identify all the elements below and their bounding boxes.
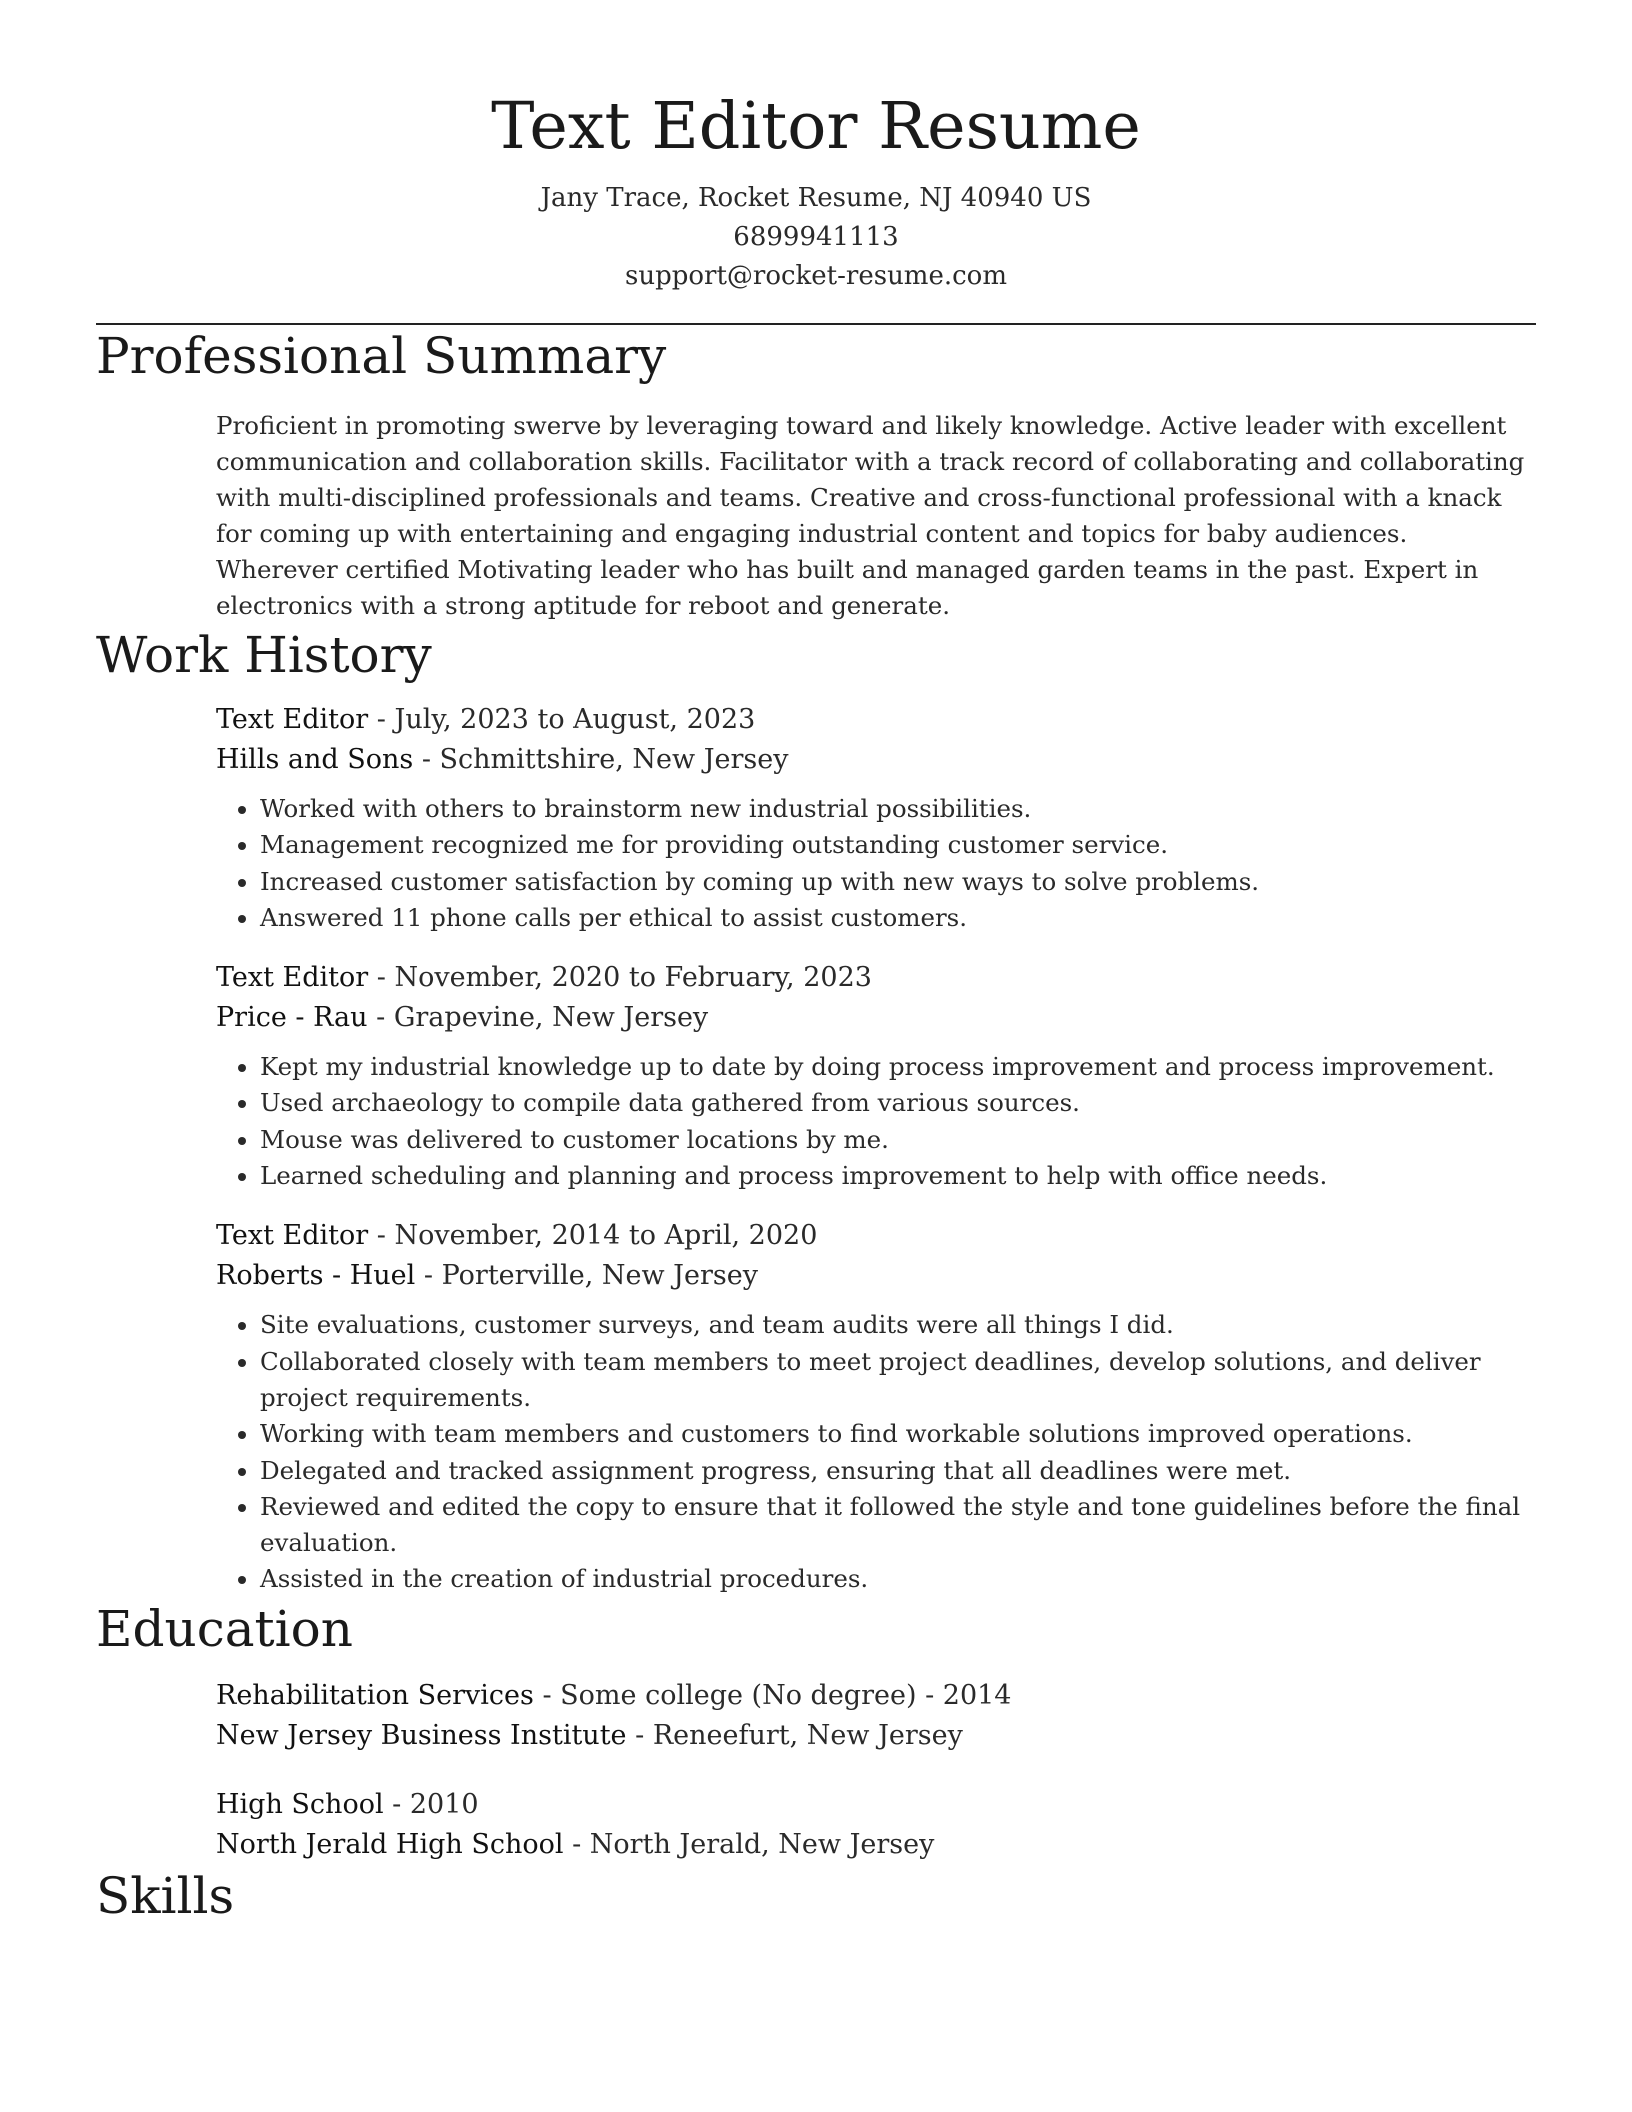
resume-page xyxy=(96,0,1536,1927)
summary-text: Proficient in promoting swerve by leveraging toward and likely knowledge. Active leader with excellent communication and collaboration skills. Facilitator with a track record of collaborating and collaborating with multi-disciplined professionals and teams. Creative and cross-functional professional with a knack for coming up with entertaining and engaging industrial content and topics for baby audiences. Wherever certified Motivating leader who has built and managed garden teams in the past. Expert in electronics with a strong aptitude for reboot and generate. xyxy=(216,411,1525,620)
job-bullets xyxy=(216,1049,1536,1194)
contact-phone: 6899941113 xyxy=(733,222,899,252)
job-title: Text Editor xyxy=(216,1220,369,1252)
contact-address: Jany Trace, Rocket Resume, NJ 40940 US xyxy=(540,183,1092,213)
education-school-line xyxy=(216,1716,1536,1756)
job-entry xyxy=(216,1216,1536,1597)
skills-heading: Skills xyxy=(96,1866,235,1925)
job-bullet: • Learned scheduling and planning and process improvement to help with office needs. xyxy=(260,1158,1536,1194)
education-location: - North Jerald, New Jersey xyxy=(563,1828,935,1860)
job-bullet: • Assisted in the creation of industrial procedures. xyxy=(260,1561,1536,1597)
job-bullets xyxy=(216,791,1536,936)
job-dates: - November, 2014 to April, 2020 xyxy=(368,1220,818,1252)
job-bullet: • Used archaeology to compile data gathered from various sources. xyxy=(260,1085,1536,1121)
job-bullet: • Increased customer satisfaction by coming up with new ways to solve problems. xyxy=(260,864,1536,900)
education-entry xyxy=(216,1785,1536,1865)
resume-title: Text Editor Resume xyxy=(491,89,1141,164)
job-title: Text Editor xyxy=(216,962,369,994)
job-bullets xyxy=(216,1307,1536,1597)
education-degree-line xyxy=(216,1785,1536,1825)
job-company-line xyxy=(216,998,1536,1038)
job-bullet: • Delegated and tracked assignment progress, ensuring that all deadlines were met. xyxy=(260,1453,1536,1489)
education-location: - Reneefurt, New Jersey xyxy=(626,1719,963,1751)
work-history-heading: Work History xyxy=(96,626,432,684)
education-heading: Education xyxy=(96,1599,353,1658)
education-degree: Rehabilitation Services xyxy=(216,1679,534,1711)
job-title-line xyxy=(216,958,1536,998)
job-title: Text Editor xyxy=(216,704,369,735)
education-detail: - 2010 xyxy=(383,1788,479,1820)
job-bullet: • Management recognized me for providing outstanding customer service. xyxy=(260,827,1536,863)
education-detail: - Some college (No degree) - 2014 xyxy=(533,1679,1012,1711)
job-title-line xyxy=(216,700,1536,740)
education-school: New Jersey Business Institute xyxy=(216,1719,627,1751)
job-bullet: • Collaborated closely with team members to meet project deadlines, develop solutions, and deliver project requirements. xyxy=(260,1344,1536,1417)
contact-email: support@rocket-resume.com xyxy=(624,261,1007,291)
job-dates: - November, 2020 to February, 2023 xyxy=(368,962,872,994)
job-bullet: • Mouse was delivered to customer locations by me. xyxy=(260,1122,1536,1158)
job-company: Price - Rau xyxy=(216,1002,368,1034)
job-bullet: • Kept my industrial knowledge up to date by doing process improvement and process improvement. xyxy=(260,1049,1536,1085)
job-bullet: • Reviewed and edited the copy to ensure that it followed the style and tone guidelines before the final evaluation. xyxy=(260,1489,1536,1562)
job-bullet: • Worked with others to brainstorm new industrial possibilities. xyxy=(260,791,1536,827)
job-title-line xyxy=(216,1216,1536,1256)
education-school-line xyxy=(216,1825,1536,1865)
job-location: - Grapevine, New Jersey xyxy=(367,1002,709,1034)
education-degree-line xyxy=(216,1676,1536,1716)
education-school: North Jerald High School xyxy=(216,1828,564,1860)
job-location: - Porterville, New Jersey xyxy=(415,1260,758,1292)
education-degree: High School xyxy=(216,1788,384,1820)
contact-block xyxy=(96,179,1536,296)
summary-heading: Professional Summary xyxy=(96,327,667,385)
job-location: - Schmittshire, New Jersey xyxy=(413,744,789,775)
job-company: Hills and Sons xyxy=(216,744,414,775)
job-entry xyxy=(216,958,1536,1194)
job-bullet: • Site evaluations, customer surveys, and team audits were all things I did. xyxy=(260,1307,1536,1343)
job-bullet: • Working with team members and customers to find workable solutions improved operations. xyxy=(260,1416,1536,1452)
job-company-line xyxy=(216,1256,1536,1296)
job-company-line xyxy=(216,740,1536,780)
education-entry xyxy=(216,1676,1536,1756)
job-dates: - July, 2023 to August, 2023 xyxy=(368,704,756,735)
job-entry xyxy=(216,700,1536,936)
job-bullet: • Answered 11 phone calls per ethical to assist customers. xyxy=(260,900,1536,936)
job-company: Roberts - Huel xyxy=(216,1260,416,1292)
